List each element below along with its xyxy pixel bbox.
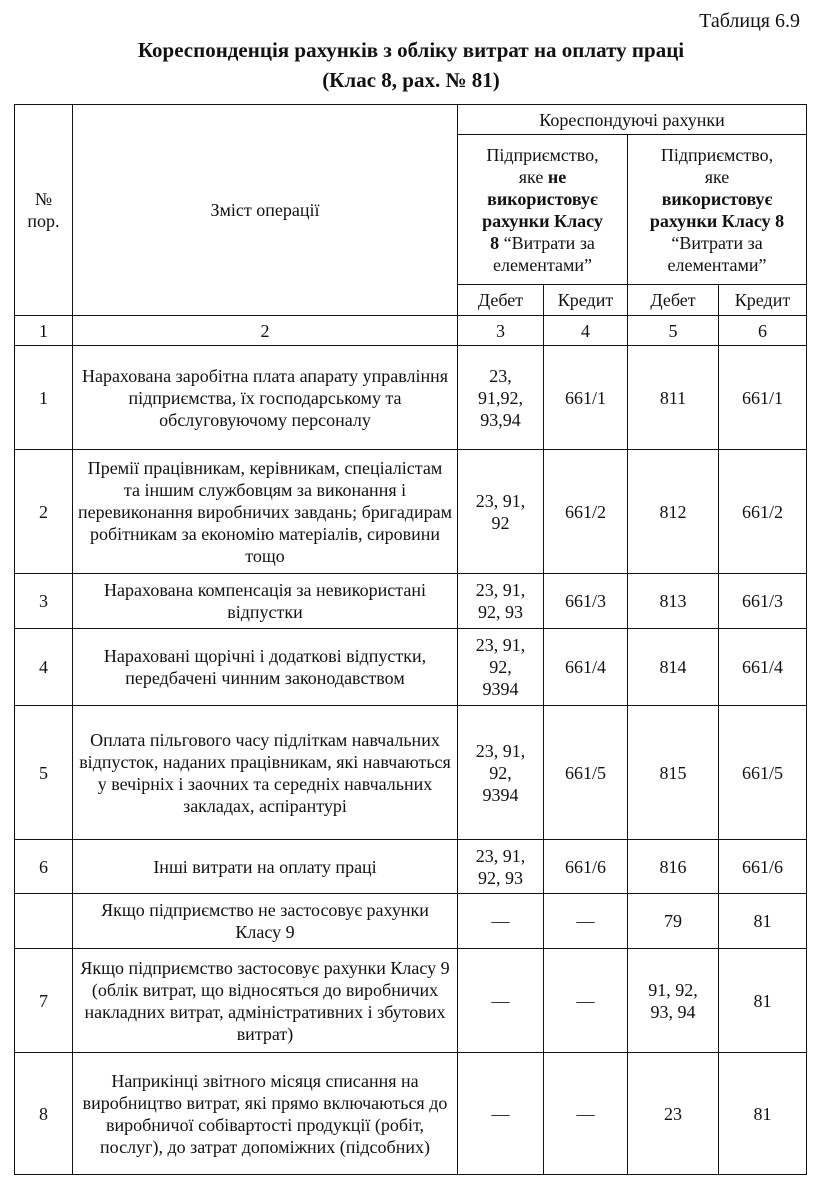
debit-account: 812: [628, 450, 719, 574]
credit-account: 661/5: [719, 706, 807, 840]
row-number: 2: [15, 450, 73, 574]
operation-content: Якщо підприємство застосовує рахунки Класу 9 (облік витрат, що відносяться до виробничих накладних витрат, адміністративних і збутових витрат): [73, 949, 458, 1053]
debit-account: 79: [628, 894, 719, 949]
header-debit: Дебет: [458, 285, 544, 316]
operation-content: Оплата пільгового часу підліткам навчальних відпусток, наданих працівникам, які навчаються у вечірніх і заочних та середніх навчальних закладах, аспірантурі: [73, 706, 458, 840]
header-credit: Кредит: [719, 285, 807, 316]
column-number-row: [15, 316, 807, 346]
row-number: 3: [15, 574, 73, 629]
row-number: 8: [15, 1053, 73, 1175]
credit-account: 661/4: [544, 629, 628, 706]
table-row: [15, 629, 807, 706]
row-number: 5: [15, 706, 73, 840]
table-row: [15, 1053, 807, 1175]
debit-account: 23, 91, 92: [458, 450, 544, 574]
table-row: [15, 894, 807, 949]
correspondence-table: [14, 104, 807, 1175]
row-number: 6: [15, 840, 73, 894]
table-row: [15, 949, 807, 1053]
operation-content: Нараховані щорічні і додаткові відпустки, передбачені чинним законодавством: [73, 629, 458, 706]
table-subtitle: (Клас 8, рах. № 81): [322, 68, 500, 92]
column-number: 1: [15, 316, 73, 346]
credit-account: —: [544, 894, 628, 949]
credit-account: —: [544, 949, 628, 1053]
header-debit: Дебет: [628, 285, 719, 316]
credit-account: 661/3: [719, 574, 807, 629]
table-number: Таблиця 6.9: [699, 10, 800, 32]
table-row: [15, 706, 807, 840]
credit-account: —: [544, 1053, 628, 1175]
debit-account: 813: [628, 574, 719, 629]
table-row: [15, 346, 807, 450]
debit-account: —: [458, 894, 544, 949]
debit-account: 91, 92, 93, 94: [628, 949, 719, 1053]
credit-account: 661/1: [719, 346, 807, 450]
header-enterprise-no-class8: Підприємство, яке не використовує рахунки Класу 8 “Витрати за елементами”: [458, 135, 628, 285]
credit-account: 661/4: [719, 629, 807, 706]
debit-account: 811: [628, 346, 719, 450]
column-number: 3: [458, 316, 544, 346]
debit-account: 23, 91, 92, 93: [458, 840, 544, 894]
header-credit: Кредит: [544, 285, 628, 316]
row-number: [15, 894, 73, 949]
operation-content: Якщо підприємство не застосовує рахунки Класу 9: [73, 894, 458, 949]
operation-content: Наприкінці звітного місяця списання на виробництво витрат, які прямо включаються до виробничої собівартості продукції (робіт, послуг), до затрат допоміжних (підсобних): [73, 1053, 458, 1175]
debit-account: 815: [628, 706, 719, 840]
credit-account: 661/2: [544, 450, 628, 574]
debit-account: 816: [628, 840, 719, 894]
credit-account: 661/6: [719, 840, 807, 894]
header-enterprise-uses-class8: Підприємство, яке використовує рахунки Класу 8 “Витрати за елементами”: [628, 135, 807, 285]
debit-account: 23, 91, 92, 93: [458, 574, 544, 629]
column-number: 4: [544, 316, 628, 346]
column-number: 6: [719, 316, 807, 346]
debit-account: 23, 91,92, 93,94: [458, 346, 544, 450]
debit-account: 23: [628, 1053, 719, 1175]
table-row: [15, 450, 807, 574]
debit-account: —: [458, 1053, 544, 1175]
header-content: Зміст операції: [73, 105, 458, 316]
column-number: 5: [628, 316, 719, 346]
row-number: 1: [15, 346, 73, 450]
credit-account: 661/5: [544, 706, 628, 840]
table-row: [15, 840, 807, 894]
operation-content: Нарахована заробітна плата апарату управління підприємства, їх господарському та обслуговуючому персоналу: [73, 346, 458, 450]
operation-content: Премії працівникам, керівникам, спеціалістам та іншим службовцям за виконання і перевиконання виробничих завдань; бригадирам робітникам за економію матеріалів, сировини тощо: [73, 450, 458, 574]
credit-account: 81: [719, 949, 807, 1053]
credit-account: 661/3: [544, 574, 628, 629]
operation-content: Нарахована компенсація за невикористані відпустки: [73, 574, 458, 629]
credit-account: 661/6: [544, 840, 628, 894]
credit-account: 81: [719, 1053, 807, 1175]
debit-account: 814: [628, 629, 719, 706]
table-title: Кореспонденція рахунків з обліку витрат на оплату праці: [137, 38, 685, 62]
column-number: 2: [73, 316, 458, 346]
row-number: 7: [15, 949, 73, 1053]
debit-account: —: [458, 949, 544, 1053]
credit-account: 661/2: [719, 450, 807, 574]
table-row: [15, 574, 807, 629]
debit-account: 23, 91, 92, 9394: [458, 629, 544, 706]
credit-account: 81: [719, 894, 807, 949]
credit-account: 661/1: [544, 346, 628, 450]
header-num: № пор.: [15, 105, 73, 316]
debit-account: 23, 91, 92, 9394: [458, 706, 544, 840]
row-number: 4: [15, 629, 73, 706]
operation-content: Інші витрати на оплату праці: [73, 840, 458, 894]
header-corresponding: Кореспондуючі рахунки: [458, 105, 807, 135]
